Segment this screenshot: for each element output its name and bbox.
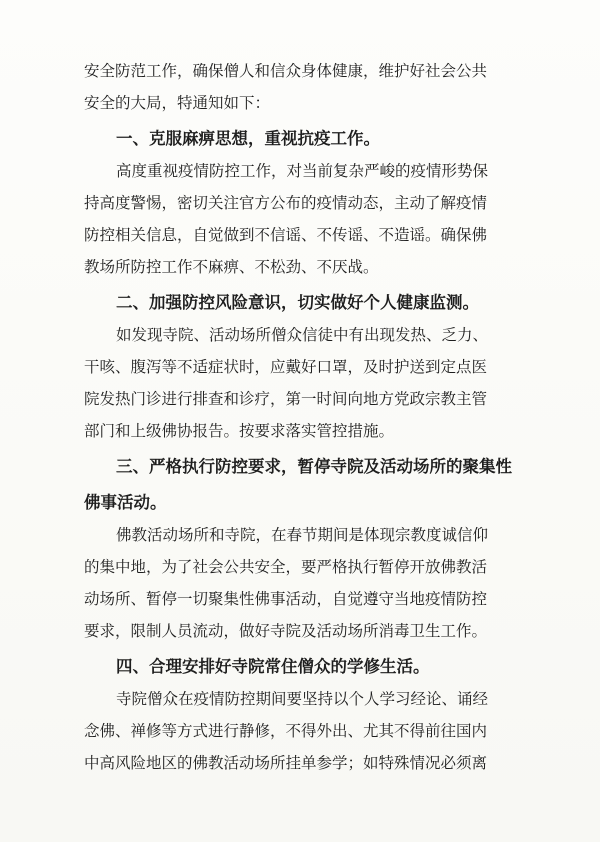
body-text-line: 要求，限制人员流动，做好寺院及活动场所消毒卫生工作。	[84, 622, 488, 640]
section-heading: 四、合理安排好寺院常住僧众的学修生活。	[116, 657, 430, 676]
body-text-line: 佛教活动场所和寺院，在春节期间是体现宗教度诚信仰	[116, 526, 489, 544]
body-text-line: 持高度警惕，密切关注官方公布的疫情动态，主动了解疫情	[84, 194, 488, 212]
body-text-line: 如发现寺院、活动场所僧众信徒中有出现发热、乏力、	[116, 326, 489, 344]
section-heading: 三、严格执行防控要求，暂停寺院及活动场所的聚集性	[116, 457, 512, 476]
body-text-line: 干咳、腹泻等不适症状时，应戴好口罩，及时护送到定点医	[84, 358, 488, 376]
section-heading: 佛事活动。	[84, 493, 167, 512]
body-text-line: 部门和上级佛协报告。按要求落实管控措施。	[84, 422, 395, 440]
body-text-line: 安全防范工作，确保僧人和信众身体健康，维护好社会公共	[84, 62, 488, 80]
body-text-line: 安全的大局，特通知如下：	[84, 94, 271, 112]
body-text-line: 中高风险地区的佛教活动场所挂单参学；如特殊情况必须离	[84, 754, 488, 772]
body-text-line: 念佛、禅修等方式进行静修，不得外出、尤其不得前往国内	[84, 722, 488, 740]
body-text-line: 防控相关信息，自觉做到不信谣、不传谣、不造谣。确保佛	[84, 226, 488, 244]
section-heading: 一、克服麻痹思想，重视抗疫工作。	[116, 129, 380, 148]
body-text-line: 的集中地，为了社会公共安全，要严格执行暂停开放佛教活	[84, 558, 488, 576]
body-text-line: 院发热门诊进行排查和诊疗，第一时间向地方党政宗教主管	[84, 390, 488, 408]
body-text-line: 教场所防控工作不麻痹、不松劲、不厌战。	[84, 258, 379, 276]
body-text-line: 动场所、暂停一切聚集性佛事活动，自觉遵守当地疫情防控	[84, 590, 488, 608]
body-text-line: 寺院僧众在疫情防控期间要坚持以个人学习经论、诵经	[116, 690, 489, 708]
body-text-line: 高度重视疫情防控工作，对当前复杂严峻的疫情形势保	[116, 162, 489, 180]
section-heading: 二、加强防控风险意识，切实做好个人健康监测。	[116, 293, 479, 312]
document-body	[84, 55, 516, 779]
